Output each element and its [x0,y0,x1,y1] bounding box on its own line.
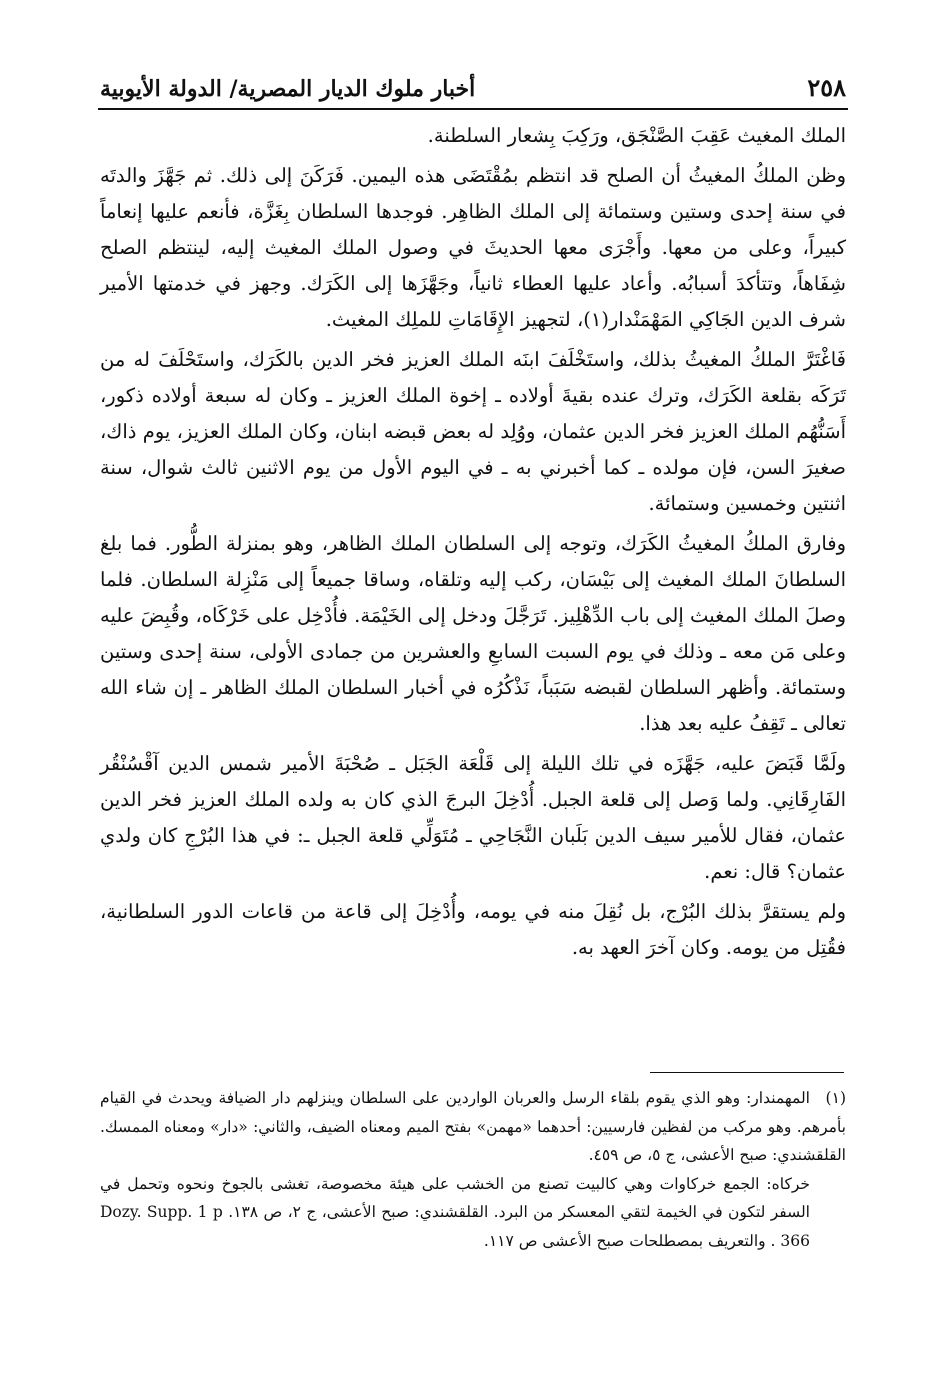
paragraph: ولم يستقرَّ بذلك البُرْج، بل نُقِلَ منه في يومه، وأُدْخِلَ إلى قاعة من قاعات الدور السلطانية، فقُتِل من يومه. وكان آخرَ العهد به. [100,900,846,959]
footnote [100,1084,846,1170]
footnote-continuation: خركاه: الجمع خركاوات وهي كالبيت تصنع من الخشب على هيئة مخصوصة، تغشى بالجوخ ونحوه وتحمل في السفر لتكون في الخيمة لتقي المعسكر من البرد. القلقشندي: صبح الأعشى، ج ٢، ص ١٣٨. Dozy. Supp. 1 p 366 . والتعريف بمصطلحات صبح الأعشى ص ١١٧. [100,1174,810,1250]
main-text [100,118,846,966]
paragraph: ولَمَّا قَبَضَ عليه، جَهَّزَه في تلك الليلة إلى قَلْعَة الجَبَل ـ صُحْبَةَ الأمير شمس الدين آقْسُنْقُر الفَارِقَانِي. ولما وَصل إلى قلعة الجبل. أُدْخِلَ البرجَ الذي كان به ولده الملك العزيز فخر الدين عثمان، فقال للأمير سيف الدين بَلَبان النَّجَاحِي ـ مُتَوَلِّي قلعة الجبل ـ: في هذا البُرْجِ كان ولدي عثمان؟ قال: نعم. [100,752,846,883]
header-rule [98,108,848,110]
paragraph: الملك المغيث عَقِبَ الصَّنْجَق، ورَكِبَ بِشعار السلطنة. [427,124,846,147]
footnote-text: المهمندار: وهو الذي يقوم بلقاء الرسل والعربان الواردين على السلطان وينزلهم دار الضيافة ويحدث في القيام بأمرهم. وهو مركب من لفظين فارسيين: أحدهما «مهمن» بفتح الميم ومعناه الضيف، والثاني: «دار» ومعناه الممسك. القلقشندي: صبح الأعشى، ج ٥، ص ٤٥٩. [100,1089,846,1164]
running-header [100,66,846,102]
paragraph: وظن الملكُ المغيثُ أن الصلح قد انتظم بمُقْتَضَى هذه اليمين. فَرَكَنَ إلى ذلك. ثم جَهَّزَ والدتَه في سنة إحدى وستين وستمائة إلى الملك الظاهِر. فوجدها السلطان بِغَزَّة، فأنعم عليها إنعاماً كبيراً، وعلى من معها. وأَجْرَى معها الحديثَ في وصول الملك المغيث إليه، لينتظم الصلح شِفَاهاً، وتتأكدَ أسبابُه. وأعاد عليها العطاء ثانياً، وجَهَّزَها إلى الكَرَك. وجهز في خدمتها الأمير شرف الدين الجَاكِي المَهْمَنْدار(١)، لتجهيز الإِقَامَاتِ للملِك المغيث. [100,164,846,331]
footnotes [100,1084,846,1255]
footnote-number: (١) [825,1089,846,1107]
paragraph: فَاغْتَرَّ الملكُ المغيثُ بذلك، واستَخْلَفَ ابنَه الملك العزيز فخر الدين بالكَرَك، واستَحْلَفَ له من تَرَكَه بقلعة الكَرَك، وترك عنده بقيةَ أولاده ـ إخوة الملك العزيز ـ وكان له سبعة أولاده ذكور، أَسَنُّهُم الملك العزيز فخر الدين عثمان، ووُلِد له بعض قبضه ابنان، وكان الملك العزيز، يوم ذاك، صغيرَ السن، فإن مولده ـ كما أخبرني به ـ في اليوم الأول من يوم الاثنين ثالث شوال، سنة اثنتين وخمسين وستمائة. [100,348,846,515]
page-number: ٢٥٨ [807,73,846,102]
footnote-separator [650,1072,844,1073]
paragraph: وفارق الملكُ المغيثُ الكَرَك، وتوجه إلى السلطان الملك الظاهر، وهو بمنزلة الطُّور. فما بلغ السلطانَ الملك المغيث إلى بَيْسَان، ركب إليه وتلقاه، وساقا جميعاً إلى مَنْزِلة السلطان. فلما وصلَ الملك المغيث إلى باب الدِّهْلِيز. تَرَجَّلَ ودخل إلى الخَيْمَة. فأُدْخِل على خَرْكَاه، وقُبِضَ عليه وعلى مَن معه ـ وذلك في يوم السبت السابعِ والعشرين من جمادى الأولى، سنة إحدى وستين وستمائة. وأظهر السلطان لقبضه سَبَباً، نَذْكُرُه في أخبار السلطان الملك الظاهر ـ إن شاء الله تعالى ـ تَقِفُ عليه بعد هذا. [100,532,846,735]
running-title: أخبار ملوك الديار المصرية/ الدولة الأيوبية [100,76,476,102]
